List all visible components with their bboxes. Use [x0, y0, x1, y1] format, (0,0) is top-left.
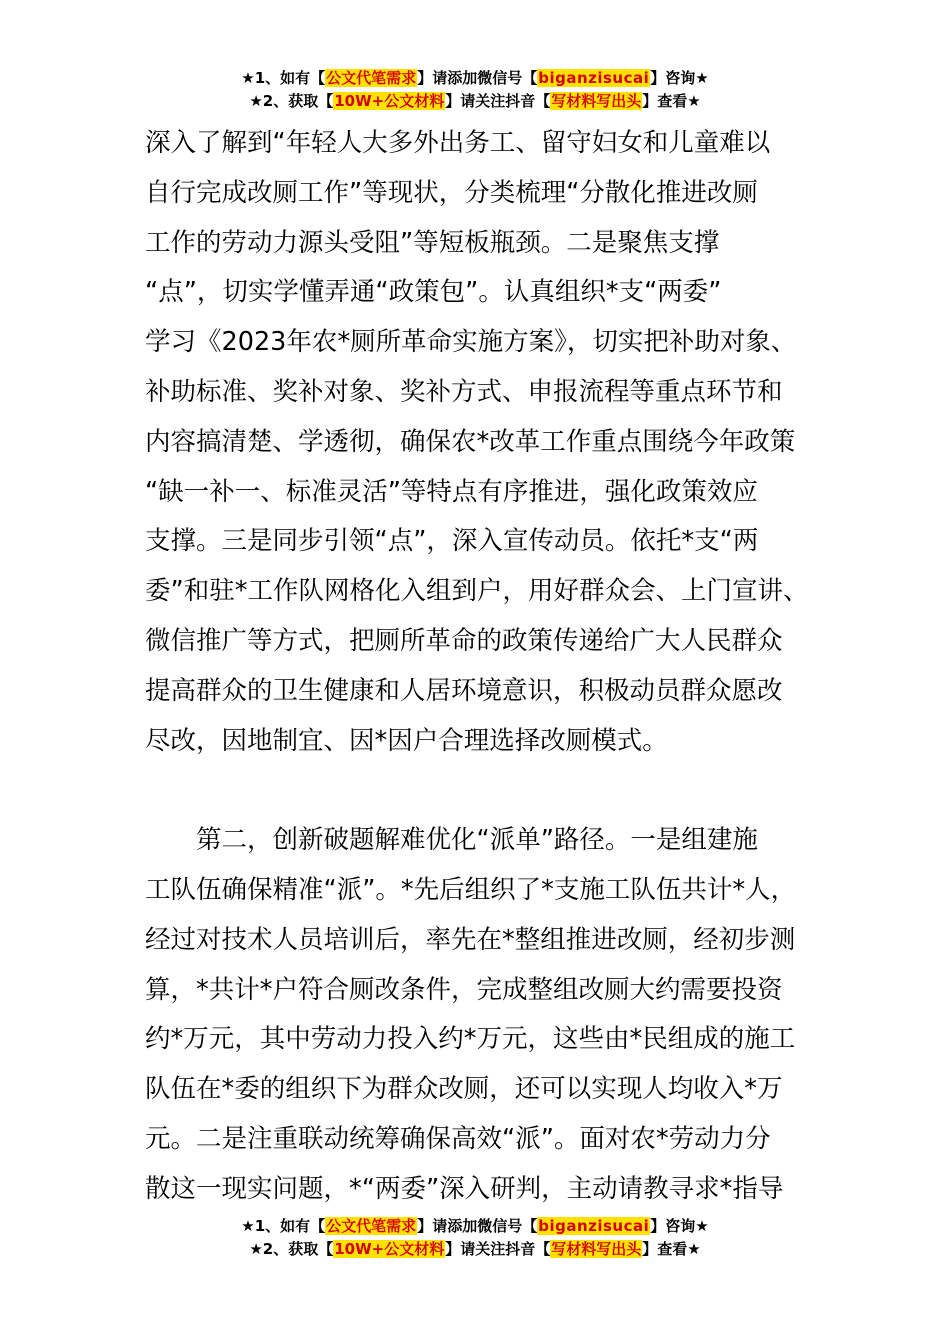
- promo-text: 】查看★: [642, 1240, 701, 1258]
- douyin-account-highlight: 写材料写出头: [551, 1240, 642, 1258]
- document-body: [145, 119, 835, 1215]
- promo-line-2: [0, 90, 950, 113]
- text-line: 深入了解到“年轻人大多外出务工、留守妇女和儿童难以: [145, 128, 771, 158]
- text-line: 经过对技术人员培训后，率先在*整组推进改厕，经初步测: [145, 924, 796, 955]
- promo-text: 】请关注抖音【: [445, 1240, 551, 1258]
- text-line: 提高群众的卫生健康和人居环境意识，积极动员群众愿改: [145, 675, 783, 706]
- wechat-id-highlight: biganzisucai: [538, 69, 650, 87]
- promo-highlight: 公文代笔需求: [326, 69, 417, 87]
- text-line: 第二，创新破题解难优化“派单”路径。一是组建施: [196, 825, 758, 856]
- promo-text: 】查看★: [642, 92, 701, 110]
- promo-text: ★2、获取【: [249, 92, 334, 110]
- promo-text: 】请添加微信号【: [417, 69, 538, 87]
- promo-banner-bottom: [0, 1215, 950, 1261]
- text-line: 补助标准、奖补对象、奖补方式、申报流程等重点环节和: [145, 376, 783, 407]
- text-line: 支撑。三是同步引领“点”，深入宣传动员。依托*支“两: [145, 526, 759, 557]
- promo-text: 】咨询★: [650, 69, 709, 87]
- text-line: 学习《2023年农*厕所革命实施方案》，切实把补助对象、: [145, 327, 797, 358]
- promo-highlight: 10W+公文材料: [334, 1240, 445, 1258]
- promo-text: ★2、获取【: [249, 1240, 334, 1258]
- paragraph-continued: [145, 119, 835, 766]
- text-line: “点”，切实学懂弄通“政策包”。认真组织*支“两委”: [145, 277, 722, 308]
- promo-line-2: [0, 1238, 950, 1261]
- text-line: 委”和驻*工作队网格化入组到户，用好群众会、上门宣讲、: [145, 576, 809, 607]
- promo-text: 】咨询★: [650, 1217, 709, 1235]
- text-line: 微信推广等方式，把厕所革命的政策传递给广大人民群众: [145, 625, 783, 656]
- wechat-id-highlight: biganzisucai: [538, 1217, 650, 1235]
- paragraph-gap: [145, 766, 835, 816]
- promo-text: ★1、如有【: [241, 69, 326, 87]
- promo-line-1: [0, 67, 950, 90]
- promo-text: 】请添加微信号【: [417, 1217, 538, 1235]
- text-line: 工作的劳动力源头受阻”等短板瓶颈。二是聚焦支撑: [145, 227, 720, 258]
- promo-line-1: [0, 1215, 950, 1238]
- text-line: 算，*共计*户符合厕改条件，完成整组改厕大约需要投资: [145, 974, 783, 1005]
- text-line: 尽改，因地制宜、因*因户合理选择改厕模式。: [145, 725, 668, 756]
- promo-text: 】请关注抖音【: [445, 92, 551, 110]
- text-line: 自行完成改厕工作”等现状，分类梳理“分散化推进改厕: [145, 177, 758, 208]
- text-line: 散这一现实问题，*“两委”深入研判，主动请教寻求*指导: [145, 1173, 784, 1204]
- text-line: 队伍在*委的组织下为群众改厕，还可以实现人均收入*万: [145, 1074, 783, 1105]
- text-line: 工队伍确保精准“派”。*先后组织了*支施工队伍共计*人，: [145, 874, 797, 905]
- text-line: 元。二是注重联动统筹确保高效“派”。面对农*劳动力分: [145, 1123, 771, 1154]
- text-line: “缺一补一、标准灵活”等特点有序推进，强化政策效应: [145, 476, 758, 507]
- promo-highlight: 10W+公文材料: [334, 92, 445, 110]
- promo-banner-top: [0, 67, 950, 113]
- paragraph-second: [145, 816, 835, 1214]
- douyin-account-highlight: 写材料写出头: [551, 92, 642, 110]
- text-line: 约*万元，其中劳动力投入约*万元，这些由*民组成的施工: [145, 1024, 796, 1055]
- promo-highlight: 公文代笔需求: [326, 1217, 417, 1235]
- text-line: 内容搞清楚、学透彻，确保农*改革工作重点围绕今年政策: [145, 426, 796, 457]
- promo-text: ★1、如有【: [241, 1217, 326, 1235]
